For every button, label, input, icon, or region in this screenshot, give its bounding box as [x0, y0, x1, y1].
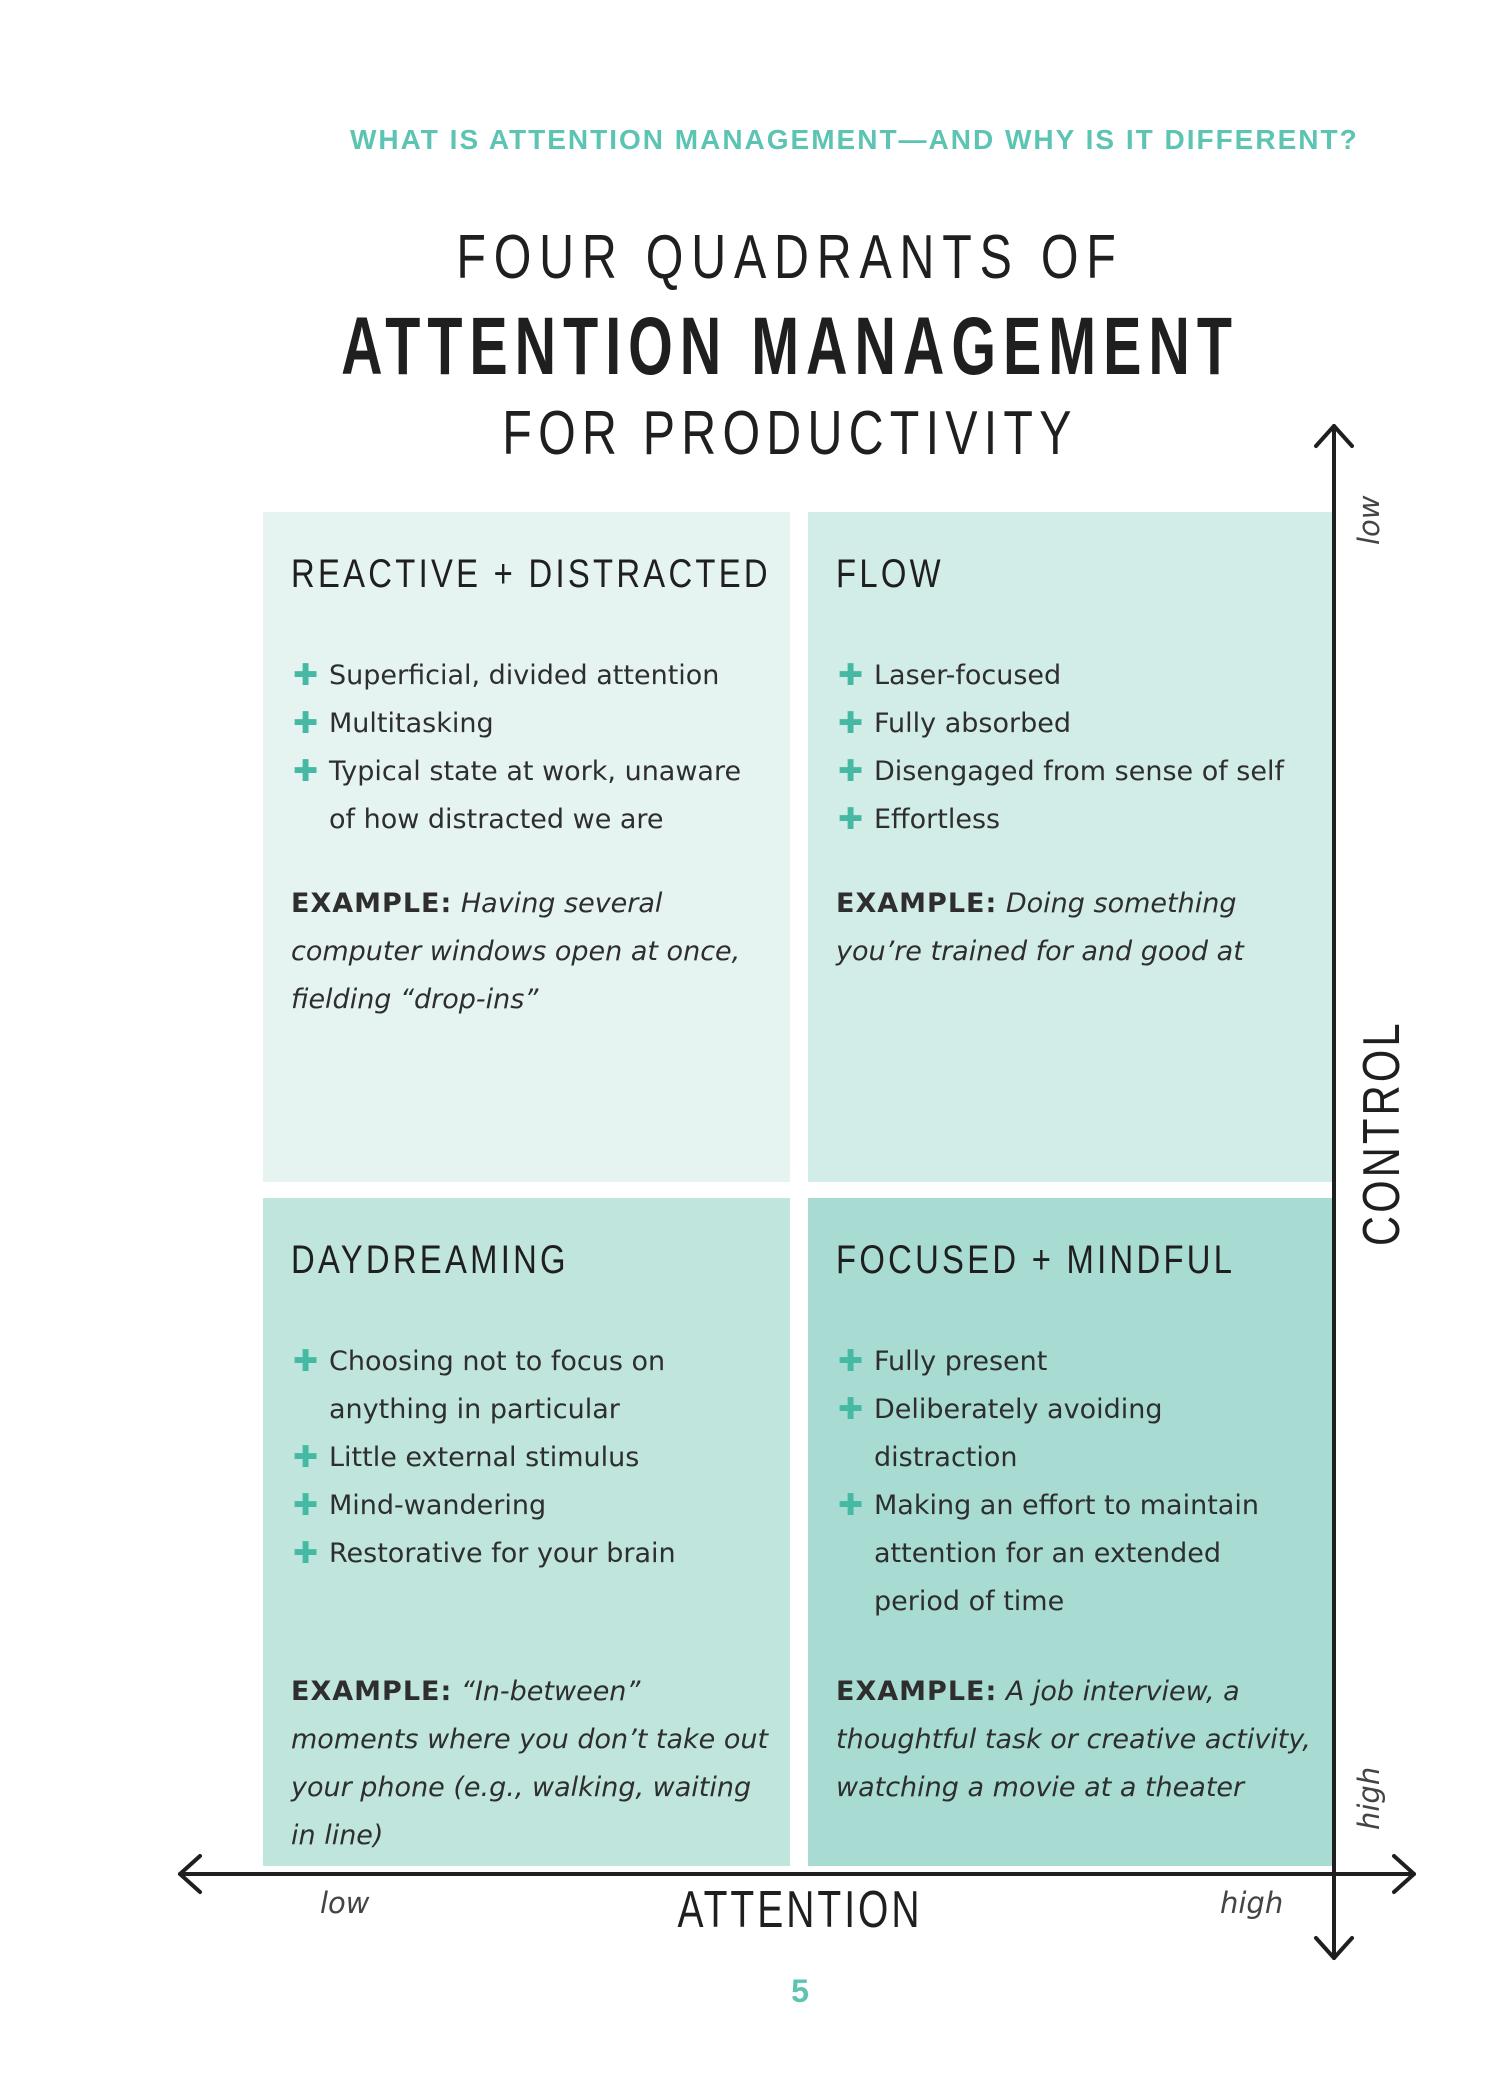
- list-item: ✚ Mind-wandering: [291, 1482, 762, 1530]
- title-line-3: FOR PRODUCTIVITY: [502, 399, 1078, 468]
- plus-icon: ✚: [293, 1488, 319, 1523]
- y-axis-low-label: low: [1352, 495, 1386, 545]
- plus-icon: ✚: [838, 658, 864, 693]
- plus-icon: ✚: [293, 1536, 319, 1571]
- plus-icon: ✚: [293, 754, 319, 789]
- list-item: ✚ Fully absorbed: [836, 700, 1304, 748]
- plus-icon: ✚: [293, 706, 319, 741]
- example-label: EXAMPLE:: [836, 1676, 998, 1707]
- plus-icon: ✚: [838, 706, 864, 741]
- title-line-2: ATTENTION MANAGEMENT: [341, 301, 1239, 392]
- x-axis-low-label: low: [320, 1886, 370, 1920]
- list-item: ✚ Restorative for your brain: [291, 1530, 762, 1578]
- example-label: EXAMPLE:: [291, 888, 453, 919]
- y-axis-title: CONTROL: [1353, 1020, 1411, 1246]
- plus-icon: ✚: [838, 1344, 864, 1379]
- list-item: ✚ Making an effort to maintain attention for an extended period of time: [836, 1482, 1304, 1626]
- list-item: ✚ Multitasking: [291, 700, 762, 748]
- plus-icon: ✚: [838, 1488, 864, 1523]
- running-head: WHAT IS ATTENTION MANAGEMENT—AND WHY IS IT DIFFERENT?: [350, 124, 1359, 155]
- y-axis-high-label: high: [1352, 1766, 1386, 1830]
- title-line-1: FOUR QUADRANTS OF: [456, 223, 1124, 292]
- plus-icon: ✚: [293, 1440, 319, 1475]
- example-text: Having several computer windows open at once, fielding “drop-ins”: [291, 888, 741, 1015]
- plus-icon: ✚: [838, 802, 864, 837]
- plus-icon: ✚: [293, 1344, 319, 1379]
- plus-icon: ✚: [838, 754, 864, 789]
- quadrant-heading: FOCUSED + MINDFUL: [836, 1238, 1236, 1282]
- example-text: Doing something you’re trained for and good at: [836, 888, 1244, 967]
- x-axis-title: ATTENTION: [677, 1881, 923, 1939]
- list-item: ✚ Little external stimulus: [291, 1434, 762, 1482]
- list-item: ✚ Fully present: [836, 1338, 1304, 1386]
- list-item: ✚ Choosing not to focus on anything in particular: [291, 1338, 762, 1434]
- quadrant-heading: FLOW: [836, 552, 944, 596]
- list-item: ✚ Typical state at work, unaware of how distracted we are: [291, 748, 762, 844]
- list-item: ✚ Laser-focused: [836, 652, 1304, 700]
- plus-icon: ✚: [838, 1392, 864, 1427]
- example-text: “In-between” moments where you don’t take out your phone (e.g., walking, waiting in line): [291, 1676, 769, 1851]
- example-label: EXAMPLE:: [291, 1676, 453, 1707]
- example-label: EXAMPLE:: [836, 888, 998, 919]
- quadrant-heading: DAYDREAMING: [291, 1238, 569, 1282]
- x-axis-high-label: high: [1220, 1886, 1284, 1920]
- list-item: ✚ Superficial, divided attention: [291, 652, 762, 700]
- example-text: A job interview, a thoughtful task or creative activity, watching a movie at a theater: [836, 1676, 1311, 1803]
- list-item: ✚ Disengaged from sense of self: [836, 748, 1304, 796]
- list-item: ✚ Deliberately avoiding distraction: [836, 1386, 1304, 1482]
- list-item: ✚ Effortless: [836, 796, 1304, 844]
- page-number: 5: [791, 1973, 809, 2009]
- plus-icon: ✚: [293, 658, 319, 693]
- quadrant-heading: REACTIVE + DISTRACTED: [291, 552, 771, 596]
